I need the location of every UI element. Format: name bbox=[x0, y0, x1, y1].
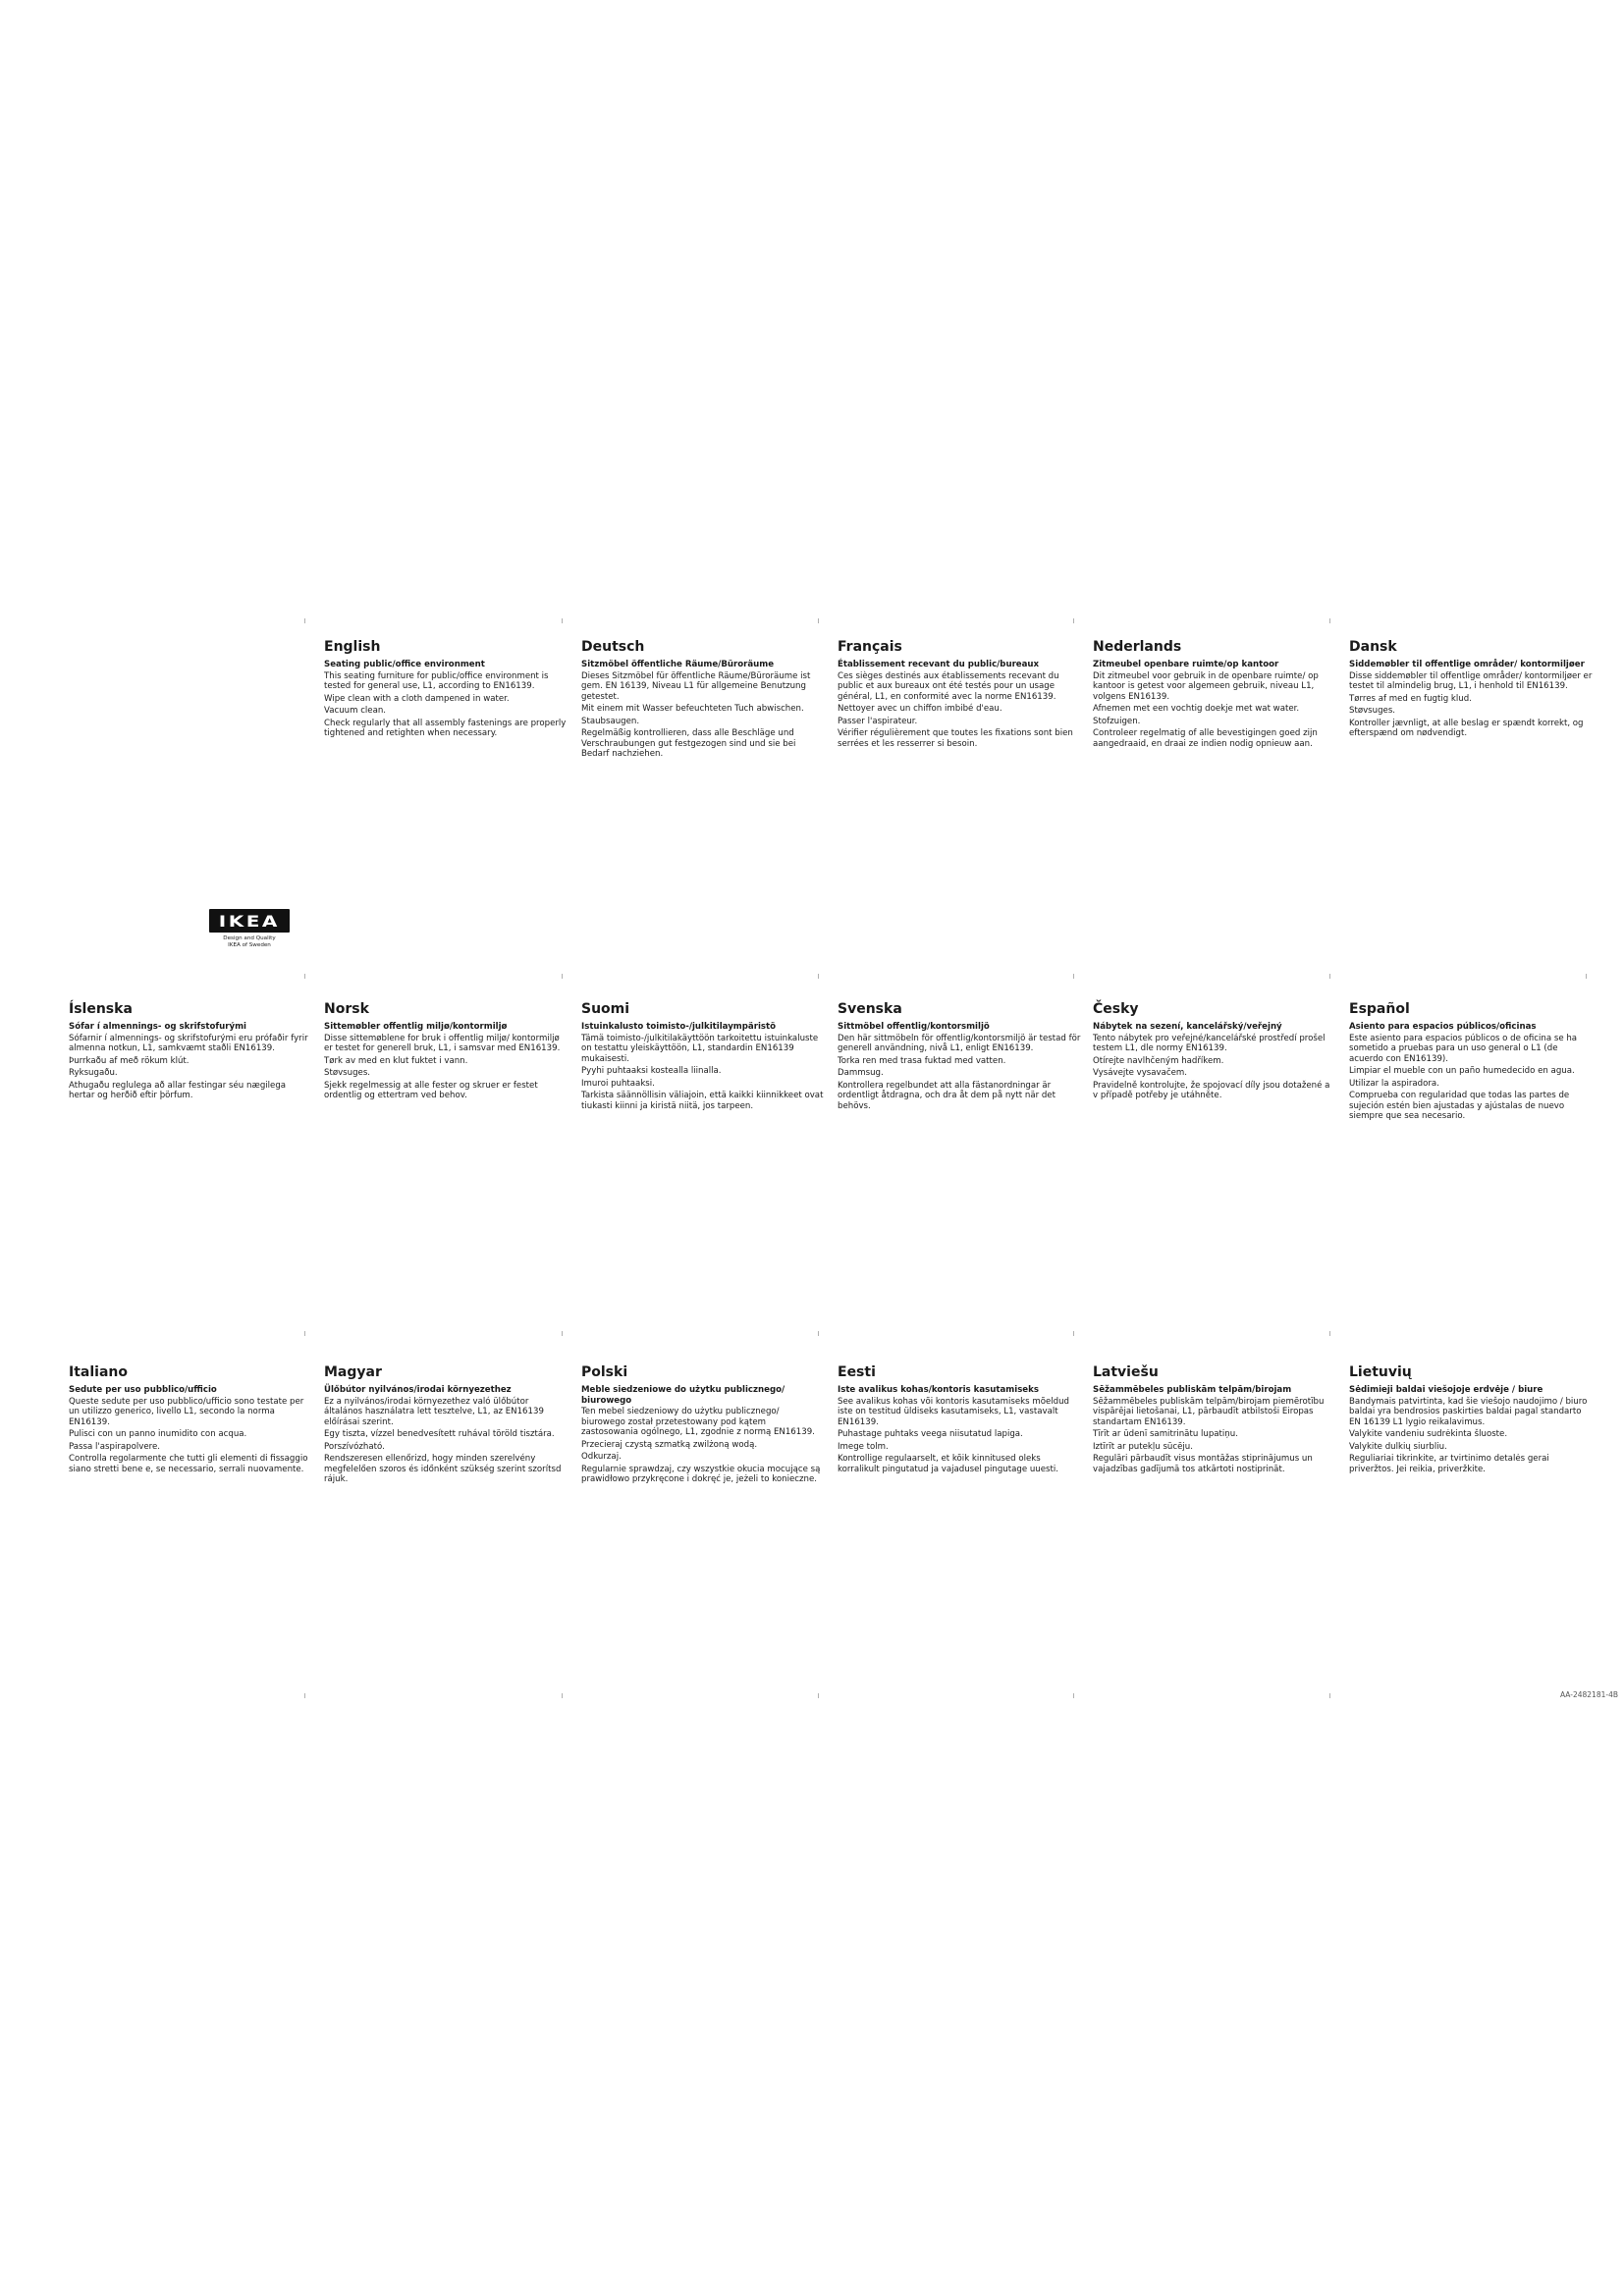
instruction-line: Kontrollera regelbundet att alla fästanordningar är ordentligt åtdragna, och dra åt dem på nytt när det behövs. bbox=[838, 1080, 1056, 1111]
instruction-line: Støvsuges. bbox=[1349, 706, 1396, 716]
language-heading: Dansk bbox=[1349, 639, 1397, 655]
instruction-line: Støvsuges. bbox=[324, 1068, 371, 1078]
instruction-line: Controleer regelmatig of alle bevestigingen goed zijn aangedraaid, en draai ze indien nodig opnieuw aan. bbox=[1093, 728, 1318, 749]
logo-tagline-line: IKEA of Sweden bbox=[228, 942, 271, 948]
instruction-line: Tämä toimisto-/julkitilakäyttöön tarkoitettu istuinkaluste on testattu yleiskäyttöön, L1, standardin EN16139 mukaisesti. bbox=[581, 1033, 819, 1064]
language-heading: Eesti bbox=[838, 1364, 876, 1380]
instruction-line: Passer l'aspirateur. bbox=[838, 716, 918, 726]
instruction-line: Tarkista säännöllisin väliajoin, että kaikki kiinnikkeet ovat tiukasti kiinni ja kiristä niitä, jos tarpeen. bbox=[581, 1091, 824, 1111]
section-subtitle: Iste avalikus kohas/kontoris kasutamiseks bbox=[838, 1385, 1039, 1395]
section-eesti bbox=[838, 1364, 1081, 1476]
language-heading: Nederlands bbox=[1093, 639, 1182, 655]
crop-mark bbox=[304, 1693, 305, 1698]
section-italiano bbox=[69, 1364, 312, 1476]
instruction-line: Vysávejte vysavačem. bbox=[1093, 1068, 1188, 1078]
document-code: AA-2482181-4B bbox=[1559, 1690, 1618, 1699]
instruction-line: Dammsug. bbox=[838, 1068, 884, 1078]
instruction-line: Queste sedute per uso pubblico/ufficio sono testate per un utilizzo generico, livello L1, secondo la norma EN16139. bbox=[69, 1396, 304, 1427]
instruction-line: Limpiar el mueble con un paño humedecido en agua. bbox=[1349, 1066, 1575, 1076]
instruction-line: Pravidelně kontrolujte, že spojovací díly jsou dotažené a v případě potřeby je utáhněte. bbox=[1093, 1080, 1330, 1100]
crop-mark bbox=[1073, 974, 1074, 979]
crop-mark bbox=[562, 618, 563, 623]
section-polski bbox=[581, 1364, 825, 1487]
section-subtitle: Sēžammēbeles publiskām telpām/birojam bbox=[1093, 1385, 1292, 1395]
instruction-line: Pulisci con un panno inumidito con acqua. bbox=[69, 1429, 247, 1439]
instruction-line: Dit zitmeubel voor gebruik in de openbare ruimte/ op kantoor is getest voor algemeen gebruik, niveau L1, volgens EN16139. bbox=[1093, 670, 1319, 702]
crop-mark bbox=[562, 974, 563, 979]
section-nederlands bbox=[1093, 639, 1336, 751]
section-subtitle: Sedute per uso pubblico/ufficio bbox=[69, 1385, 217, 1395]
language-heading: Lietuvių bbox=[1349, 1364, 1412, 1380]
section-deutsch bbox=[581, 639, 825, 762]
language-heading: Norsk bbox=[324, 1001, 369, 1017]
language-heading: Magyar bbox=[324, 1364, 382, 1380]
language-heading: Íslenska bbox=[69, 1001, 133, 1017]
instruction-line: Pyyhi puhtaaksi kostealla liinalla. bbox=[581, 1066, 722, 1076]
logo-wordmark: IKEA bbox=[218, 911, 281, 931]
crop-mark bbox=[1329, 1693, 1330, 1698]
instruction-line: Przecieraj czystą szmatką zwilżoną wodą. bbox=[581, 1439, 758, 1450]
section-subtitle: Établissement recevant du public/bureaux bbox=[838, 660, 1040, 669]
language-heading: Suomi bbox=[581, 1001, 630, 1017]
instruction-line: Tørk av med en klut fuktet i vann. bbox=[324, 1055, 468, 1066]
instruction-line: Imege tolm. bbox=[838, 1441, 889, 1452]
instruction-line: Athugaðu reglulega að allar festingar séu nægilega hertar og herðið eftir þörfum. bbox=[69, 1080, 287, 1100]
crop-mark bbox=[1073, 1331, 1074, 1336]
crop-mark bbox=[1073, 1693, 1074, 1698]
logo-tagline bbox=[209, 935, 290, 949]
section-subtitle: Seating public/office environment bbox=[324, 660, 485, 669]
section-subtitle: Sófar í almennings- og skrifstofurými bbox=[69, 1022, 246, 1032]
logo-tagline-line: Design and Quality bbox=[223, 935, 276, 941]
instruction-line: Check regularly that all assembly fastenings are properly tightened and retighten when necessary. bbox=[324, 718, 567, 738]
instruction-line: Imuroi puhtaaksi. bbox=[581, 1078, 655, 1089]
instruction-line: Este asiento para espacios públicos o de oficina se ha sometido a pruebas para un uso general o L1 (de acuerdo con EN16139). bbox=[1349, 1033, 1578, 1064]
crop-mark bbox=[818, 618, 819, 623]
instruction-line: Nettoyer avec un chiffon imbibé d'eau. bbox=[838, 704, 1002, 714]
instruction-line: Utilizar la aspiradora. bbox=[1349, 1078, 1439, 1089]
crop-mark bbox=[818, 1693, 819, 1698]
instruction-line: Tento nábytek pro veřejné/kancelářské prostředí prošel testem L1, dle normy EN16139. bbox=[1093, 1033, 1326, 1053]
language-heading: Deutsch bbox=[581, 639, 645, 655]
instruction-line: Controlla regolarmente che tutti gli elementi di fissaggio siano stretti bene e, se necessario, serrali nuovamente. bbox=[69, 1454, 308, 1474]
section-subtitle: Ülőbútor nyilvános/irodai környezethez bbox=[324, 1385, 512, 1395]
crop-mark bbox=[562, 1693, 563, 1698]
instruction-line: Staubsaugen. bbox=[581, 716, 640, 726]
crop-mark bbox=[1329, 974, 1330, 979]
language-heading: Česky bbox=[1093, 1001, 1139, 1017]
crop-mark bbox=[818, 974, 819, 979]
crop-mark bbox=[818, 1331, 819, 1336]
instruction-line: Ryksugaðu. bbox=[69, 1068, 118, 1078]
section-islenska bbox=[69, 1001, 312, 1103]
instruction-line: Egy tiszta, vízzel benedvesített ruhával töröld tisztára. bbox=[324, 1429, 555, 1439]
crop-mark bbox=[1329, 1331, 1330, 1336]
crop-mark bbox=[1329, 618, 1330, 623]
language-heading: Français bbox=[838, 639, 902, 655]
language-heading: Español bbox=[1349, 1001, 1410, 1017]
instruction-line: Torka ren med trasa fuktad med vatten. bbox=[838, 1055, 1006, 1066]
language-heading: English bbox=[324, 639, 381, 655]
instruction-line: Mit einem mit Wasser befeuchteten Tuch abwischen. bbox=[581, 704, 804, 714]
instruction-line: Dieses Sitzmöbel für öffentliche Räume/Büroräume ist gem. EN 16139, Niveau L1 für allgemeine Benutzung getestet. bbox=[581, 670, 811, 702]
instruction-line: Kontroller jævnligt, at alle beslag er spændt korrekt, og efterspænd om nødvendigt. bbox=[1349, 718, 1584, 738]
instruction-line: Tørres af med en fugtig klud. bbox=[1349, 693, 1472, 704]
instruction-line: Odkurzaj. bbox=[581, 1452, 622, 1462]
instruction-line: Iztīrīt ar putekļu sūcēju. bbox=[1093, 1441, 1193, 1452]
section-subtitle: Sittemøbler offentlig miljø/kontormiljø bbox=[324, 1022, 508, 1032]
section-subtitle: Siddemøbler til offentlige områder/ kontormiljøer bbox=[1349, 660, 1585, 669]
instruction-line: Tīrīt ar ūdenī samitrinātu lupatiņu. bbox=[1093, 1429, 1238, 1439]
section-subtitle: Nábytek na sezení, kancelářský/veřejný bbox=[1093, 1022, 1282, 1032]
crop-mark bbox=[1073, 618, 1074, 623]
instruction-line: Rendszeresen ellenőrizd, hogy minden szerelvény megfelelően szoros és időnként szükség szerint szorítsd rájuk. bbox=[324, 1454, 562, 1484]
section-svenska bbox=[838, 1001, 1081, 1113]
instruction-line: Disse siddemøbler til offentlige områder/ kontormiljøer er testet til almindelig brug, L1, i henhold til EN16139. bbox=[1349, 670, 1593, 691]
section-suomi bbox=[581, 1001, 825, 1113]
section-cesky bbox=[1093, 1001, 1336, 1103]
ikea-logo bbox=[209, 909, 290, 954]
instruction-line: Afnemen met een vochtig doekje met wat water. bbox=[1093, 704, 1300, 714]
instruction-line: Sjekk regelmessig at alle fester og skruer er festet ordentlig og ettertram ved behov. bbox=[324, 1080, 538, 1100]
section-lietuviu bbox=[1349, 1364, 1593, 1476]
instruction-line: Ez a nyilvános/irodai környezethez való ülőbútor általános használatra lett tesztelve, L1, az EN16139 előírásai szerint. bbox=[324, 1396, 544, 1427]
instruction-line: Vacuum clean. bbox=[324, 706, 387, 716]
section-subtitle: Meble siedzeniowe do użytku publicznego/ biurowego bbox=[581, 1385, 785, 1406]
instruction-line: Porszívózható. bbox=[324, 1441, 385, 1452]
instruction-line: Regelmäßig kontrollieren, dass alle Beschläge und Verschraubungen gut festgezogen sind und sie bei Bedarf nachziehen. bbox=[581, 728, 796, 759]
section-subtitle: Asiento para espacios públicos/oficinas bbox=[1349, 1022, 1537, 1032]
section-latviesu bbox=[1093, 1364, 1336, 1476]
instruction-line: Reguliariai tikrinkite, ar tvirtinimo detalės gerai priveržtos. Jei reikia, priveržkite. bbox=[1349, 1454, 1549, 1474]
section-magyar bbox=[324, 1364, 568, 1487]
instruction-line: Þurrkaðu af með rökum klút. bbox=[69, 1055, 189, 1066]
section-subtitle: Sitzmöbel öffentliche Räume/Büroräume bbox=[581, 660, 775, 669]
instruction-line: Valykite vandeniu sudrėkinta šluoste. bbox=[1349, 1429, 1508, 1439]
ikea-logo-box bbox=[209, 909, 290, 933]
instruction-line: Bandymais patvirtinta, kad šie viešojo naudojimo / biuro baldai yra bendrosios paskirties baldai pagal standarto EN 16139 L1 lygio reikalavimus. bbox=[1349, 1396, 1588, 1427]
instruction-line: Passa l'aspirapolvere. bbox=[69, 1441, 160, 1452]
section-subtitle: Istuinkalusto toimisto-/julkitilaympäristö bbox=[581, 1022, 777, 1032]
crop-mark bbox=[562, 1331, 563, 1336]
instruction-line: This seating furniture for public/office environment is tested for general use, L1, according to EN16139. bbox=[324, 670, 549, 691]
instruction-line: Sófarnir í almennings- og skrifstofurými eru prófaðir fyrir almenna notkun, L1, samkvæmt staðli EN16139. bbox=[69, 1033, 308, 1053]
language-heading: Italiano bbox=[69, 1364, 128, 1380]
section-subtitle: Sittmöbel offentlig/kontorsmiljö bbox=[838, 1022, 990, 1032]
language-heading: Polski bbox=[581, 1364, 628, 1380]
instruction-line: Wipe clean with a cloth dampened in water. bbox=[324, 693, 510, 704]
instruction-line: Regulāri pārbaudīt visus montāžas stiprinājumus un vajadzības gadījumā tos atkārtoti nostiprināt. bbox=[1093, 1454, 1313, 1474]
instruction-line: Den här sittmöbeln för offentlig/kontorsmiljö är testad för generell användning, nivå L1, enligt EN16139. bbox=[838, 1033, 1081, 1053]
instruction-line: Sēžammēbeles publiskām telpām/birojam piemērotību vispārējai lietošanai, L1, pārbaudīt atbilstoši Eiropas standartam EN16139. bbox=[1093, 1396, 1325, 1427]
instruction-line: Kontrollige regulaarselt, et kõik kinnitused oleks korralikult pingutatud ja vajadusel pingutage uuesti. bbox=[838, 1454, 1058, 1474]
instruction-line: Vérifier régulièrement que toutes les fixations sont bien serrées et les resserrer si besoin. bbox=[838, 728, 1073, 749]
section-espanol bbox=[1349, 1001, 1593, 1124]
instruction-line: Otírejte navlhčeným hadříkem. bbox=[1093, 1055, 1224, 1066]
crop-mark bbox=[304, 974, 305, 979]
section-subtitle: Zitmeubel openbare ruimte/op kantoor bbox=[1093, 660, 1279, 669]
crop-mark bbox=[304, 1331, 305, 1336]
instruction-line: Regularnie sprawdzaj, czy wszystkie okucia mocujące są prawidłowo przykręcone i dokręć je, jeżeli to konieczne. bbox=[581, 1464, 821, 1484]
instruction-line: See avalikus kohas või kontoris kasutamiseks mõeldud iste on testitud üldiseks kasutamiseks, L1, vastavalt EN16139. bbox=[838, 1396, 1069, 1427]
instruction-line: Ten mebel siedzeniowy do użytku publicznego/ biurowego został przetestowany pod kątem zastosowania ogólnego, L1, zgodnie z normą EN16139. bbox=[581, 1407, 815, 1437]
section-dansk bbox=[1349, 639, 1593, 741]
crop-mark bbox=[304, 618, 305, 623]
language-heading: Svenska bbox=[838, 1001, 902, 1017]
section-norsk bbox=[324, 1001, 568, 1103]
language-heading: Latviešu bbox=[1093, 1364, 1159, 1380]
section-francais bbox=[838, 639, 1081, 751]
instruction-line: Stofzuigen. bbox=[1093, 716, 1141, 726]
instruction-line: Comprueba con regularidad que todas las partes de sujeción estén bien ajustadas y ajústalas de nuevo siempre que sea necesario. bbox=[1349, 1091, 1570, 1121]
section-english bbox=[324, 639, 568, 741]
instruction-line: Ces sièges destinés aux établissements recevant du public et aux bureaux ont été testés pour un usage général, L1, en conformité avec la norme EN16139. bbox=[838, 670, 1059, 702]
instruction-line: Disse sittemøblene for bruk i offentlig miljø/ kontormiljø er testet for generell bruk, L1, i samsvar med EN16139. bbox=[324, 1033, 561, 1053]
instruction-line: Puhastage puhtaks veega niisutatud lapiga. bbox=[838, 1429, 1023, 1439]
instruction-line: Valykite dulkių siurbliu. bbox=[1349, 1441, 1447, 1452]
section-subtitle: Sėdimieji baldai viešojoje erdvėje / biure bbox=[1349, 1385, 1543, 1395]
crop-mark bbox=[1586, 974, 1587, 979]
